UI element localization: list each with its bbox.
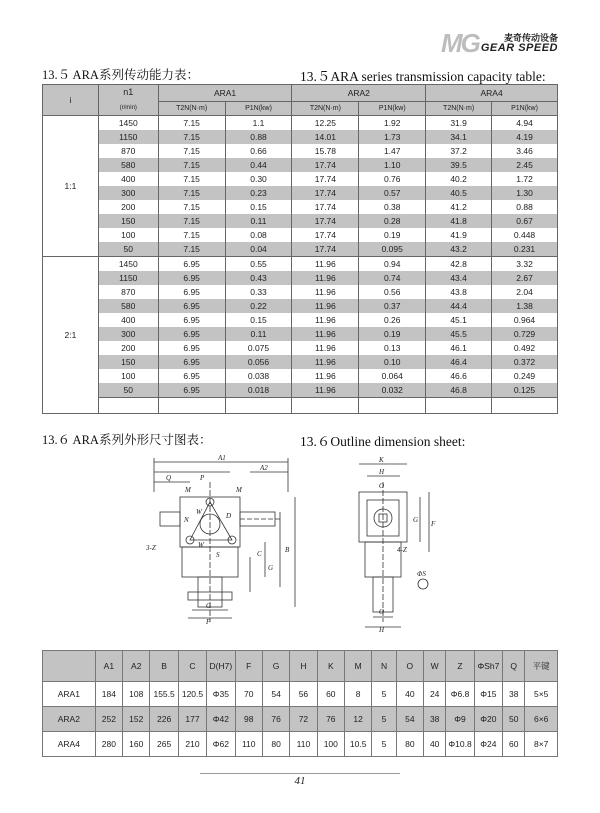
capacity-row <box>43 257 558 272</box>
capacity-cell: 6.95 <box>158 383 225 398</box>
header-i: i <box>43 85 99 116</box>
capacity-cell: 1150 <box>98 271 158 285</box>
capacity-row <box>43 158 558 172</box>
dimension-cell: 177 <box>178 707 206 732</box>
front-view-drawing <box>140 452 310 632</box>
svg-text:B: B <box>285 546 290 554</box>
dimension-cell: 110 <box>290 732 317 757</box>
dimension-header: Q <box>503 651 525 682</box>
capacity-cell: 0.08 <box>225 228 292 242</box>
capacity-cell: 6.95 <box>158 327 225 341</box>
capacity-cell: 2.04 <box>492 285 558 299</box>
svg-text:D: D <box>226 512 232 520</box>
dimension-cell: 80 <box>396 732 423 757</box>
capacity-cell: 0.11 <box>225 214 292 228</box>
capacity-cell: 0.55 <box>225 257 292 272</box>
dimension-cell: 8×7 <box>525 732 558 757</box>
capacity-row <box>43 355 558 369</box>
capacity-cell: 400 <box>98 313 158 327</box>
capacity-cell: 200 <box>98 200 158 214</box>
header-model-1: ARA1 <box>158 85 292 102</box>
dimension-cell: 70 <box>235 682 262 707</box>
section-title-en: 13.５ARA series transmission capacity table: <box>300 69 546 84</box>
capacity-cell: 42.8 <box>426 257 492 272</box>
capacity-cell: 0.056 <box>225 355 292 369</box>
svg-text:F: F <box>431 520 436 528</box>
svg-text:W: W <box>198 541 204 549</box>
capacity-cell: 43.4 <box>426 271 492 285</box>
dimension-cell: 54 <box>262 682 289 707</box>
svg-text:K: K <box>379 456 384 464</box>
dimension-cell: 152 <box>123 707 150 732</box>
svg-text:O: O <box>379 608 385 616</box>
dimension-cell: 76 <box>262 707 289 732</box>
capacity-cell: 7.15 <box>158 158 225 172</box>
svg-text:O: O <box>379 482 385 490</box>
side-view-drawing <box>345 452 445 632</box>
capacity-cell: 45.5 <box>426 327 492 341</box>
capacity-cell: 0.10 <box>359 355 426 369</box>
capacity-row <box>43 130 558 144</box>
capacity-row <box>43 369 558 383</box>
dimension-header: K <box>317 651 344 682</box>
capacity-cell: 0.13 <box>359 341 426 355</box>
capacity-row <box>43 271 558 285</box>
capacity-cell: 2.67 <box>492 271 558 285</box>
capacity-row <box>43 341 558 355</box>
dimension-cell: 8 <box>344 682 371 707</box>
capacity-cell: 4.19 <box>492 130 558 144</box>
header-n1: n1 (r/min) <box>98 85 158 116</box>
header-model-2: ARA2 <box>292 85 426 102</box>
capacity-cell: 0.19 <box>359 228 426 242</box>
capacity-cell: 41.9 <box>426 228 492 242</box>
capacity-cell: 0.964 <box>492 313 558 327</box>
capacity-cell: 0.372 <box>492 355 558 369</box>
capacity-row <box>43 242 558 257</box>
capacity-cell: 1.38 <box>492 299 558 313</box>
capacity-cell: 0.66 <box>225 144 292 158</box>
capacity-cell: 17.74 <box>292 186 359 200</box>
capacity-cell: 31.9 <box>426 116 492 131</box>
capacity-cell: 11.96 <box>292 257 359 272</box>
capacity-cell: 1450 <box>98 257 158 272</box>
dimension-cell: 252 <box>95 707 122 732</box>
dimension-cell: Φ15 <box>474 682 502 707</box>
dimension-cell: 120.5 <box>178 682 206 707</box>
dimension-cell: 40 <box>396 682 423 707</box>
ratio-cell: 1:1 <box>43 116 99 257</box>
logo-mark: MG <box>440 28 479 58</box>
capacity-cell: 50 <box>98 383 158 398</box>
header-t: T2N(N·m) <box>158 102 225 116</box>
capacity-row <box>43 186 558 200</box>
dimension-cell: 12 <box>344 707 371 732</box>
dimension-table <box>42 650 558 757</box>
dimension-cell: Φ6.8 <box>446 682 474 707</box>
dimension-cell: 56 <box>290 682 317 707</box>
capacity-cell: 0.064 <box>359 369 426 383</box>
capacity-cell: 0.43 <box>225 271 292 285</box>
capacity-cell: 11.96 <box>292 271 359 285</box>
logo-en: GEAR SPEED <box>480 42 558 54</box>
dimension-cell: Φ42 <box>207 707 235 732</box>
capacity-cell: 200 <box>98 341 158 355</box>
capacity-cell: 4.94 <box>492 116 558 131</box>
capacity-cell: 150 <box>98 355 158 369</box>
dimension-header <box>43 651 96 682</box>
capacity-cell: 2.45 <box>492 158 558 172</box>
dimension-cell: 226 <box>150 707 178 732</box>
capacity-cell: 6.95 <box>158 257 225 272</box>
dimension-header: O <box>396 651 423 682</box>
capacity-cell: 400 <box>98 172 158 186</box>
capacity-row <box>43 200 558 214</box>
capacity-cell: 0.94 <box>359 257 426 272</box>
capacity-cell: 0.249 <box>492 369 558 383</box>
dimension-cell: ARA2 <box>43 707 96 732</box>
dimension-cell: 38 <box>503 682 525 707</box>
capacity-cell: 41.2 <box>426 200 492 214</box>
capacity-cell: 6.95 <box>158 369 225 383</box>
capacity-cell: 17.74 <box>292 158 359 172</box>
page-number: 41 <box>294 775 306 787</box>
dimension-cell: 98 <box>235 707 262 732</box>
capacity-cell: 17.74 <box>292 228 359 242</box>
dimension-header: W <box>424 651 446 682</box>
capacity-cell: 0.76 <box>359 172 426 186</box>
dimension-header: M <box>344 651 371 682</box>
capacity-cell: 0.11 <box>225 327 292 341</box>
svg-text:G: G <box>206 602 212 610</box>
dimension-cell: 60 <box>317 682 344 707</box>
dimension-cell: Φ24 <box>474 732 502 757</box>
dimension-cell: 80 <box>262 732 289 757</box>
capacity-cell: 7.15 <box>158 200 225 214</box>
dimension-cell: 100 <box>317 732 344 757</box>
capacity-cell: 6.95 <box>158 341 225 355</box>
dimension-cell: 24 <box>424 682 446 707</box>
capacity-cell: 300 <box>98 186 158 200</box>
dimension-cell: 210 <box>178 732 206 757</box>
capacity-cell: 1450 <box>98 116 158 131</box>
capacity-cell: 0.67 <box>492 214 558 228</box>
dimension-cell: 6×6 <box>525 707 558 732</box>
svg-text:P: P <box>200 474 205 482</box>
capacity-cell: 0.33 <box>225 285 292 299</box>
svg-text:W: W <box>196 508 202 516</box>
capacity-cell: 3.32 <box>492 257 558 272</box>
capacity-cell: 0.28 <box>359 214 426 228</box>
capacity-cell: 41.8 <box>426 214 492 228</box>
capacity-cell: 0.125 <box>492 383 558 398</box>
capacity-row <box>43 383 558 398</box>
capacity-cell: 300 <box>98 327 158 341</box>
capacity-cell: 7.15 <box>158 116 225 131</box>
capacity-cell: 6.95 <box>158 355 225 369</box>
capacity-cell: 44.4 <box>426 299 492 313</box>
capacity-cell: 0.492 <box>492 341 558 355</box>
capacity-row <box>43 228 558 242</box>
capacity-cell: 0.032 <box>359 383 426 398</box>
capacity-cell: 40.2 <box>426 172 492 186</box>
capacity-cell: 11.96 <box>292 383 359 398</box>
capacity-cell: 0.57 <box>359 186 426 200</box>
footer-rule <box>200 773 400 774</box>
svg-text:Q: Q <box>166 474 172 482</box>
capacity-cell: 0.19 <box>359 327 426 341</box>
capacity-cell: 1.72 <box>492 172 558 186</box>
capacity-cell: 7.15 <box>158 242 225 257</box>
capacity-cell: 7.15 <box>158 172 225 186</box>
capacity-cell: 17.74 <box>292 242 359 257</box>
capacity-cell: 870 <box>98 285 158 299</box>
logo-cn: 麦奇传动设备 <box>503 33 558 43</box>
capacity-cell: 1.30 <box>492 186 558 200</box>
capacity-cell: 14.01 <box>292 130 359 144</box>
dimension-cell: 160 <box>123 732 150 757</box>
dimension-row <box>43 732 558 757</box>
capacity-cell: 0.038 <box>225 369 292 383</box>
dimension-cell: 10.5 <box>344 732 371 757</box>
dimension-cell: 155.5 <box>150 682 178 707</box>
capacity-table <box>42 84 558 414</box>
capacity-cell: 11.96 <box>292 313 359 327</box>
header-model-3: ARA4 <box>426 85 558 102</box>
capacity-cell: 12.25 <box>292 116 359 131</box>
dimension-cell: Φ20 <box>474 707 502 732</box>
capacity-cell: 580 <box>98 158 158 172</box>
capacity-cell: 0.88 <box>492 200 558 214</box>
capacity-cell: 0.88 <box>225 130 292 144</box>
capacity-cell: 43.8 <box>426 285 492 299</box>
capacity-cell: 11.96 <box>292 299 359 313</box>
svg-text:A2: A2 <box>260 464 268 472</box>
capacity-cell: 46.8 <box>426 383 492 398</box>
dimension-cell: 108 <box>123 682 150 707</box>
dimension-cell: 184 <box>95 682 122 707</box>
capacity-row <box>43 285 558 299</box>
dimension-cell: 72 <box>290 707 317 732</box>
section-title-cn-2: 13.６ ARA系列外形尺寸图表： <box>42 433 212 447</box>
capacity-row <box>43 214 558 228</box>
capacity-cell: 0.74 <box>359 271 426 285</box>
capacity-cell: 7.15 <box>158 130 225 144</box>
capacity-cell: 11.96 <box>292 285 359 299</box>
dimension-header: G <box>262 651 289 682</box>
dimension-header: B <box>150 651 178 682</box>
capacity-cell: 1.1 <box>225 116 292 131</box>
capacity-cell: 7.15 <box>158 144 225 158</box>
capacity-cell: 0.56 <box>359 285 426 299</box>
capacity-cell: 3.46 <box>492 144 558 158</box>
capacity-cell: 11.96 <box>292 369 359 383</box>
capacity-cell: 0.15 <box>225 200 292 214</box>
dimension-cell: 40 <box>424 732 446 757</box>
capacity-cell: 1150 <box>98 130 158 144</box>
svg-text:M: M <box>185 486 191 494</box>
header-t: T2N(N·m) <box>292 102 359 116</box>
capacity-cell: 870 <box>98 144 158 158</box>
capacity-cell: 0.15 <box>225 313 292 327</box>
dimension-header: 平键 <box>525 651 558 682</box>
capacity-cell: 0.37 <box>359 299 426 313</box>
capacity-cell: 17.74 <box>292 172 359 186</box>
svg-text:4-Z: 4-Z <box>397 546 407 554</box>
capacity-cell: 11.96 <box>292 327 359 341</box>
capacity-cell: 17.74 <box>292 200 359 214</box>
capacity-cell: 0.38 <box>359 200 426 214</box>
capacity-cell: 50 <box>98 242 158 257</box>
capacity-cell: 40.5 <box>426 186 492 200</box>
capacity-cell: 0.075 <box>225 341 292 355</box>
capacity-cell: 1.47 <box>359 144 426 158</box>
capacity-cell: 46.6 <box>426 369 492 383</box>
ratio-cell: 2:1 <box>43 257 99 414</box>
dimension-cell: ARA1 <box>43 682 96 707</box>
dimension-cell: 76 <box>317 707 344 732</box>
capacity-cell: 17.74 <box>292 214 359 228</box>
dimension-cell: 60 <box>503 732 525 757</box>
dimension-header: H <box>290 651 317 682</box>
capacity-cell: 7.15 <box>158 186 225 200</box>
capacity-cell: 6.95 <box>158 313 225 327</box>
dimension-cell: Φ62 <box>207 732 235 757</box>
svg-text:S: S <box>216 551 220 559</box>
capacity-cell: 15.78 <box>292 144 359 158</box>
capacity-row <box>43 327 558 341</box>
dimension-cell: 110 <box>235 732 262 757</box>
dimension-cell: 5×5 <box>525 682 558 707</box>
dimension-cell: 5 <box>372 707 396 732</box>
dimension-header: N <box>372 651 396 682</box>
dimension-header: A1 <box>95 651 122 682</box>
dimension-row <box>43 682 558 707</box>
dimension-header: Z <box>446 651 474 682</box>
capacity-cell: 46.4 <box>426 355 492 369</box>
capacity-row <box>43 299 558 313</box>
dimension-cell: 38 <box>424 707 446 732</box>
capacity-cell: 100 <box>98 228 158 242</box>
capacity-cell: 150 <box>98 214 158 228</box>
section-title-cn: 13.５ ARA系列传动能力表： <box>42 68 199 82</box>
capacity-cell: 0.231 <box>492 242 558 257</box>
dimension-cell: 50 <box>503 707 525 732</box>
capacity-cell: 7.15 <box>158 214 225 228</box>
capacity-cell: 6.95 <box>158 299 225 313</box>
svg-text:C: C <box>257 550 262 558</box>
dimension-header: A2 <box>123 651 150 682</box>
capacity-cell: 45.1 <box>426 313 492 327</box>
capacity-cell: 0.26 <box>359 313 426 327</box>
dimension-cell: 5 <box>372 732 396 757</box>
capacity-cell: 11.96 <box>292 355 359 369</box>
dimension-cell: ARA4 <box>43 732 96 757</box>
svg-text:F: F <box>206 618 211 626</box>
svg-text:N: N <box>184 516 189 524</box>
capacity-cell: 1.10 <box>359 158 426 172</box>
capacity-cell: 0.448 <box>492 228 558 242</box>
capacity-cell: 37.2 <box>426 144 492 158</box>
dimension-header: D(H7) <box>207 651 235 682</box>
dimension-cell: 280 <box>95 732 122 757</box>
capacity-cell: 43.2 <box>426 242 492 257</box>
capacity-cell: 0.44 <box>225 158 292 172</box>
dimension-header: ΦSh7 <box>474 651 502 682</box>
capacity-cell: 0.729 <box>492 327 558 341</box>
capacity-cell: 34.1 <box>426 130 492 144</box>
dimension-cell: Φ35 <box>207 682 235 707</box>
header-p: P1N(kw) <box>225 102 292 116</box>
dimension-row <box>43 707 558 732</box>
capacity-cell: 0.30 <box>225 172 292 186</box>
dimension-cell: Φ10.8 <box>446 732 474 757</box>
capacity-row <box>43 172 558 186</box>
capacity-row <box>43 144 558 158</box>
capacity-cell: 0.095 <box>359 242 426 257</box>
capacity-cell: 1.92 <box>359 116 426 131</box>
capacity-cell: 0.018 <box>225 383 292 398</box>
capacity-cell: 0.23 <box>225 186 292 200</box>
svg-text:G: G <box>268 564 274 572</box>
svg-text:A1: A1 <box>218 454 226 462</box>
header-t: T2N(N·m) <box>426 102 492 116</box>
svg-text:G: G <box>413 516 419 524</box>
capacity-cell: 6.95 <box>158 271 225 285</box>
capacity-cell: 580 <box>98 299 158 313</box>
capacity-cell: 6.95 <box>158 285 225 299</box>
capacity-cell: 1.73 <box>359 130 426 144</box>
dimension-cell: 5 <box>372 682 396 707</box>
svg-text:3-Z: 3-Z <box>146 544 156 552</box>
header-p: P1N(kw) <box>492 102 558 116</box>
section-title-en-2: 13.６Outline dimension sheet: <box>300 434 466 449</box>
header-p: P1N(kw) <box>359 102 426 116</box>
capacity-cell: 100 <box>98 369 158 383</box>
capacity-row <box>43 116 558 131</box>
dimension-cell: 265 <box>150 732 178 757</box>
capacity-cell: 11.96 <box>292 341 359 355</box>
dimension-cell: Φ9 <box>446 707 474 732</box>
capacity-cell: 0.22 <box>225 299 292 313</box>
spacer-row <box>43 398 558 414</box>
dimension-cell: 54 <box>396 707 423 732</box>
capacity-cell: 39.5 <box>426 158 492 172</box>
capacity-cell: 0.04 <box>225 242 292 257</box>
capacity-row <box>43 313 558 327</box>
capacity-cell: 46.1 <box>426 341 492 355</box>
svg-text:H: H <box>379 468 385 476</box>
brand-logo <box>440 28 558 58</box>
svg-text:ΦS: ΦS <box>417 570 426 578</box>
dimension-header: F <box>235 651 262 682</box>
svg-text:H: H <box>379 626 385 632</box>
dimension-header: C <box>178 651 206 682</box>
capacity-cell: 7.15 <box>158 228 225 242</box>
svg-text:M: M <box>236 486 242 494</box>
